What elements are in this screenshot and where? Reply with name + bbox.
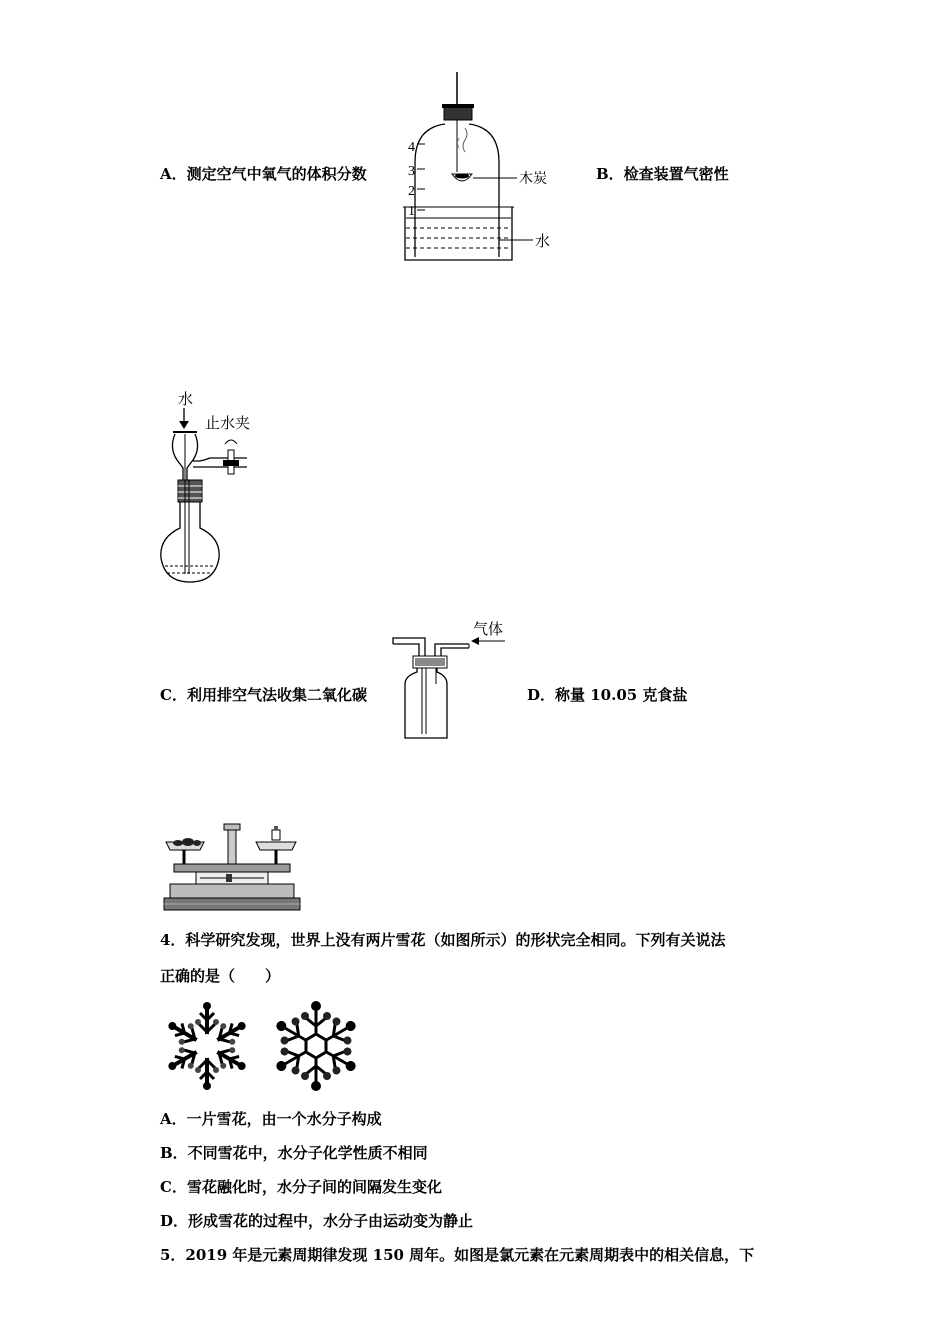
q4-option-a: A．一片雪花，由一个水分子构成 <box>160 1110 382 1128</box>
label-water-b: 水 <box>178 390 194 408</box>
scale-3: 3 <box>408 164 415 179</box>
snowflake-1 <box>163 1002 251 1090</box>
q4-option-d: D．形成雪花的过程中，水分子由运动变为静止 <box>160 1212 474 1230</box>
snowflake-2 <box>270 1001 363 1091</box>
option-b: B．检查装置气密性 <box>596 165 729 183</box>
q4-option-c: C．雪花融化时，水分子间的间隔发生变化 <box>160 1178 442 1196</box>
option-a: A．测定空气中氧气的体积分数 <box>160 165 367 183</box>
q4-stem-line2: 正确的是（ ） <box>160 967 281 985</box>
figure-airtightness-apparatus <box>155 388 275 588</box>
q5-stem-line1: 5．2019 年是元素周期律发现 150 周年。如图是氯元素在元素周期表中的相关信息，下 <box>160 1246 755 1264</box>
label-water-a: 水 <box>535 232 551 250</box>
figure-oxygen-apparatus <box>395 72 560 264</box>
scale-4: 4 <box>408 140 415 155</box>
figure-balance-scale <box>160 820 305 915</box>
scale-1: 1 <box>408 204 415 219</box>
q4-option-b: B．不同雪花中，水分子化学性质不相同 <box>160 1144 428 1162</box>
label-charcoal: 木炭 <box>519 171 547 187</box>
figure-gas-collection-bottle <box>385 618 520 743</box>
q4-stem-line1: 4．科学研究发现，世界上没有两片雪花（如图所示）的形状完全相同。下列有关说法 <box>160 931 726 949</box>
option-d: D．称量 10.05 克食盐 <box>527 686 688 704</box>
figure-snowflakes <box>160 1000 365 1092</box>
option-c: C．利用排空气法收集二氧化碳 <box>160 686 367 704</box>
scale-2: 2 <box>408 184 415 199</box>
label-clamp: 止水夹 <box>205 414 251 432</box>
label-gas: 气体 <box>473 620 504 638</box>
